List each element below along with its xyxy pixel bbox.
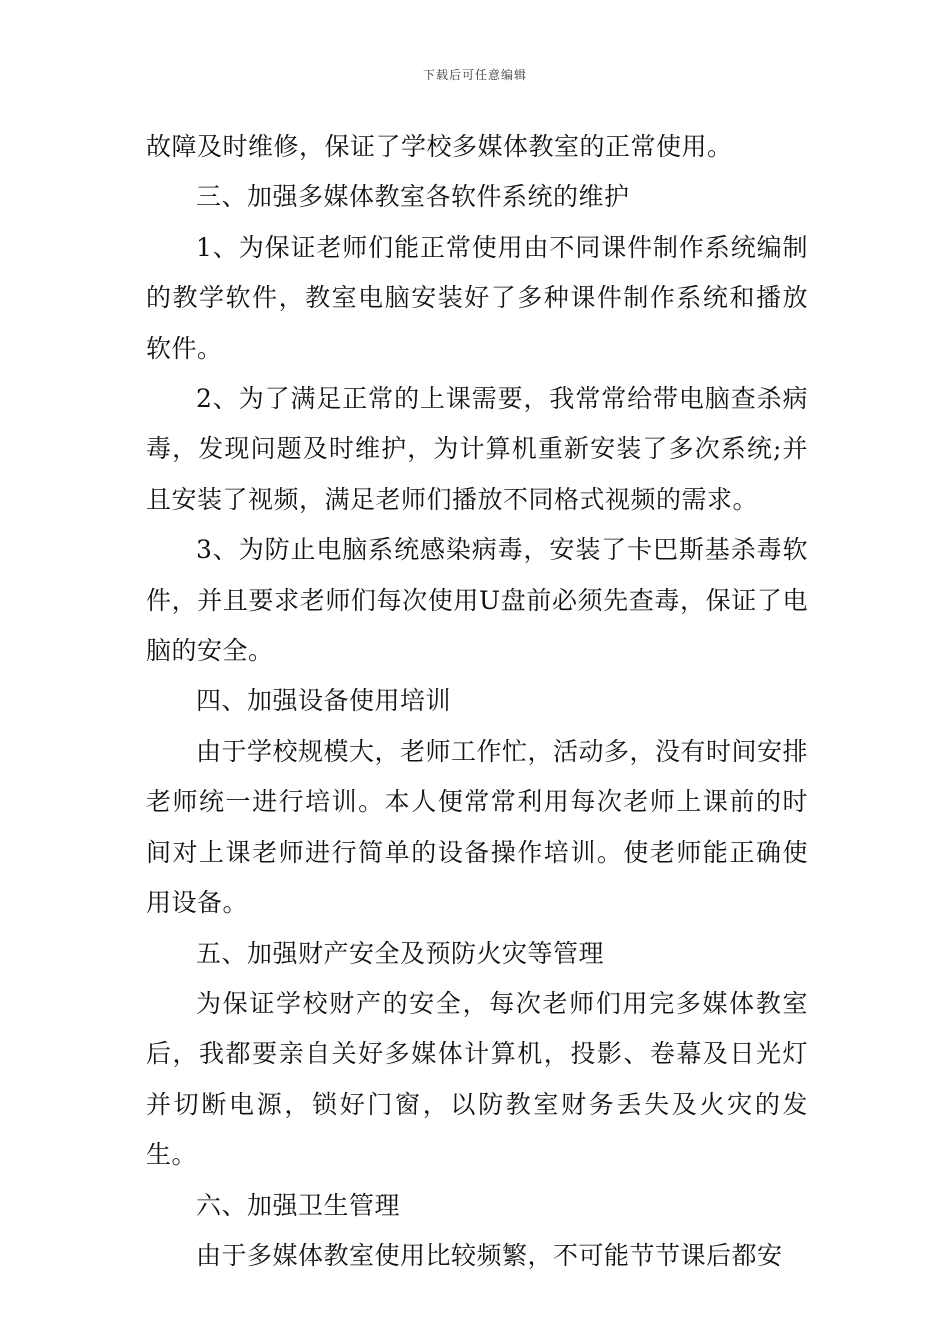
page-header-note: 下载后可任意编辑 — [422, 68, 527, 82]
section-heading-software-maintenance: 三、加强多媒体教室各软件系统的维护 — [196, 182, 630, 212]
paragraph-item-1: 1、为保证老师们能正常使用由不同课件制作系统编制的教学软件，教室电脑安装好了多种课件制作系统和播放软件。 — [146, 232, 808, 363]
section-heading-hygiene: 六、加强卫生管理 — [196, 1190, 401, 1220]
paragraph-item-3: 3、为防止电脑系统感染病毒，安装了卡巴斯基杀毒软件，并且要求老师们每次使用U盘前必须先查毒，保证了电脑的安全。 — [146, 535, 808, 666]
section-heading-training: 四、加强设备使用培训 — [196, 686, 452, 716]
paragraph-training: 由于学校规模大，老师工作忙，活动多，没有时间安排老师统一进行培训。本人便常常利用每次老师上课前的时间对上课老师进行简单的设备操作培训。使老师能正确使用设备。 — [146, 736, 809, 918]
paragraph-hygiene: 由于多媒体教室使用比较频繁，不可能节节课后都安 — [196, 1240, 783, 1270]
document-body — [146, 122, 808, 1281]
paragraph-continuation: 故障及时维修，保证了学校多媒体教室的正常使用。 — [146, 132, 733, 161]
paragraph-property-safety: 为保证学校财产的安全，每次老师们用完多媒体教室后，我都要亲自关好多媒体计算机，投影、卷幕及日光灯并切断电源，锁好门窗，以防教室财务丢失及火灾的发生。 — [146, 988, 808, 1170]
paragraph-item-2: 2、为了满足正常的上课需要，我常常给带电脑查杀病毒，发现问题及时维护，为计算机重新安装了多次系统;并且安装了视频，满足老师们播放不同格式视频的需求。 — [146, 384, 808, 514]
section-heading-property-safety: 五、加强财产安全及预防火灾等管理 — [196, 938, 605, 968]
